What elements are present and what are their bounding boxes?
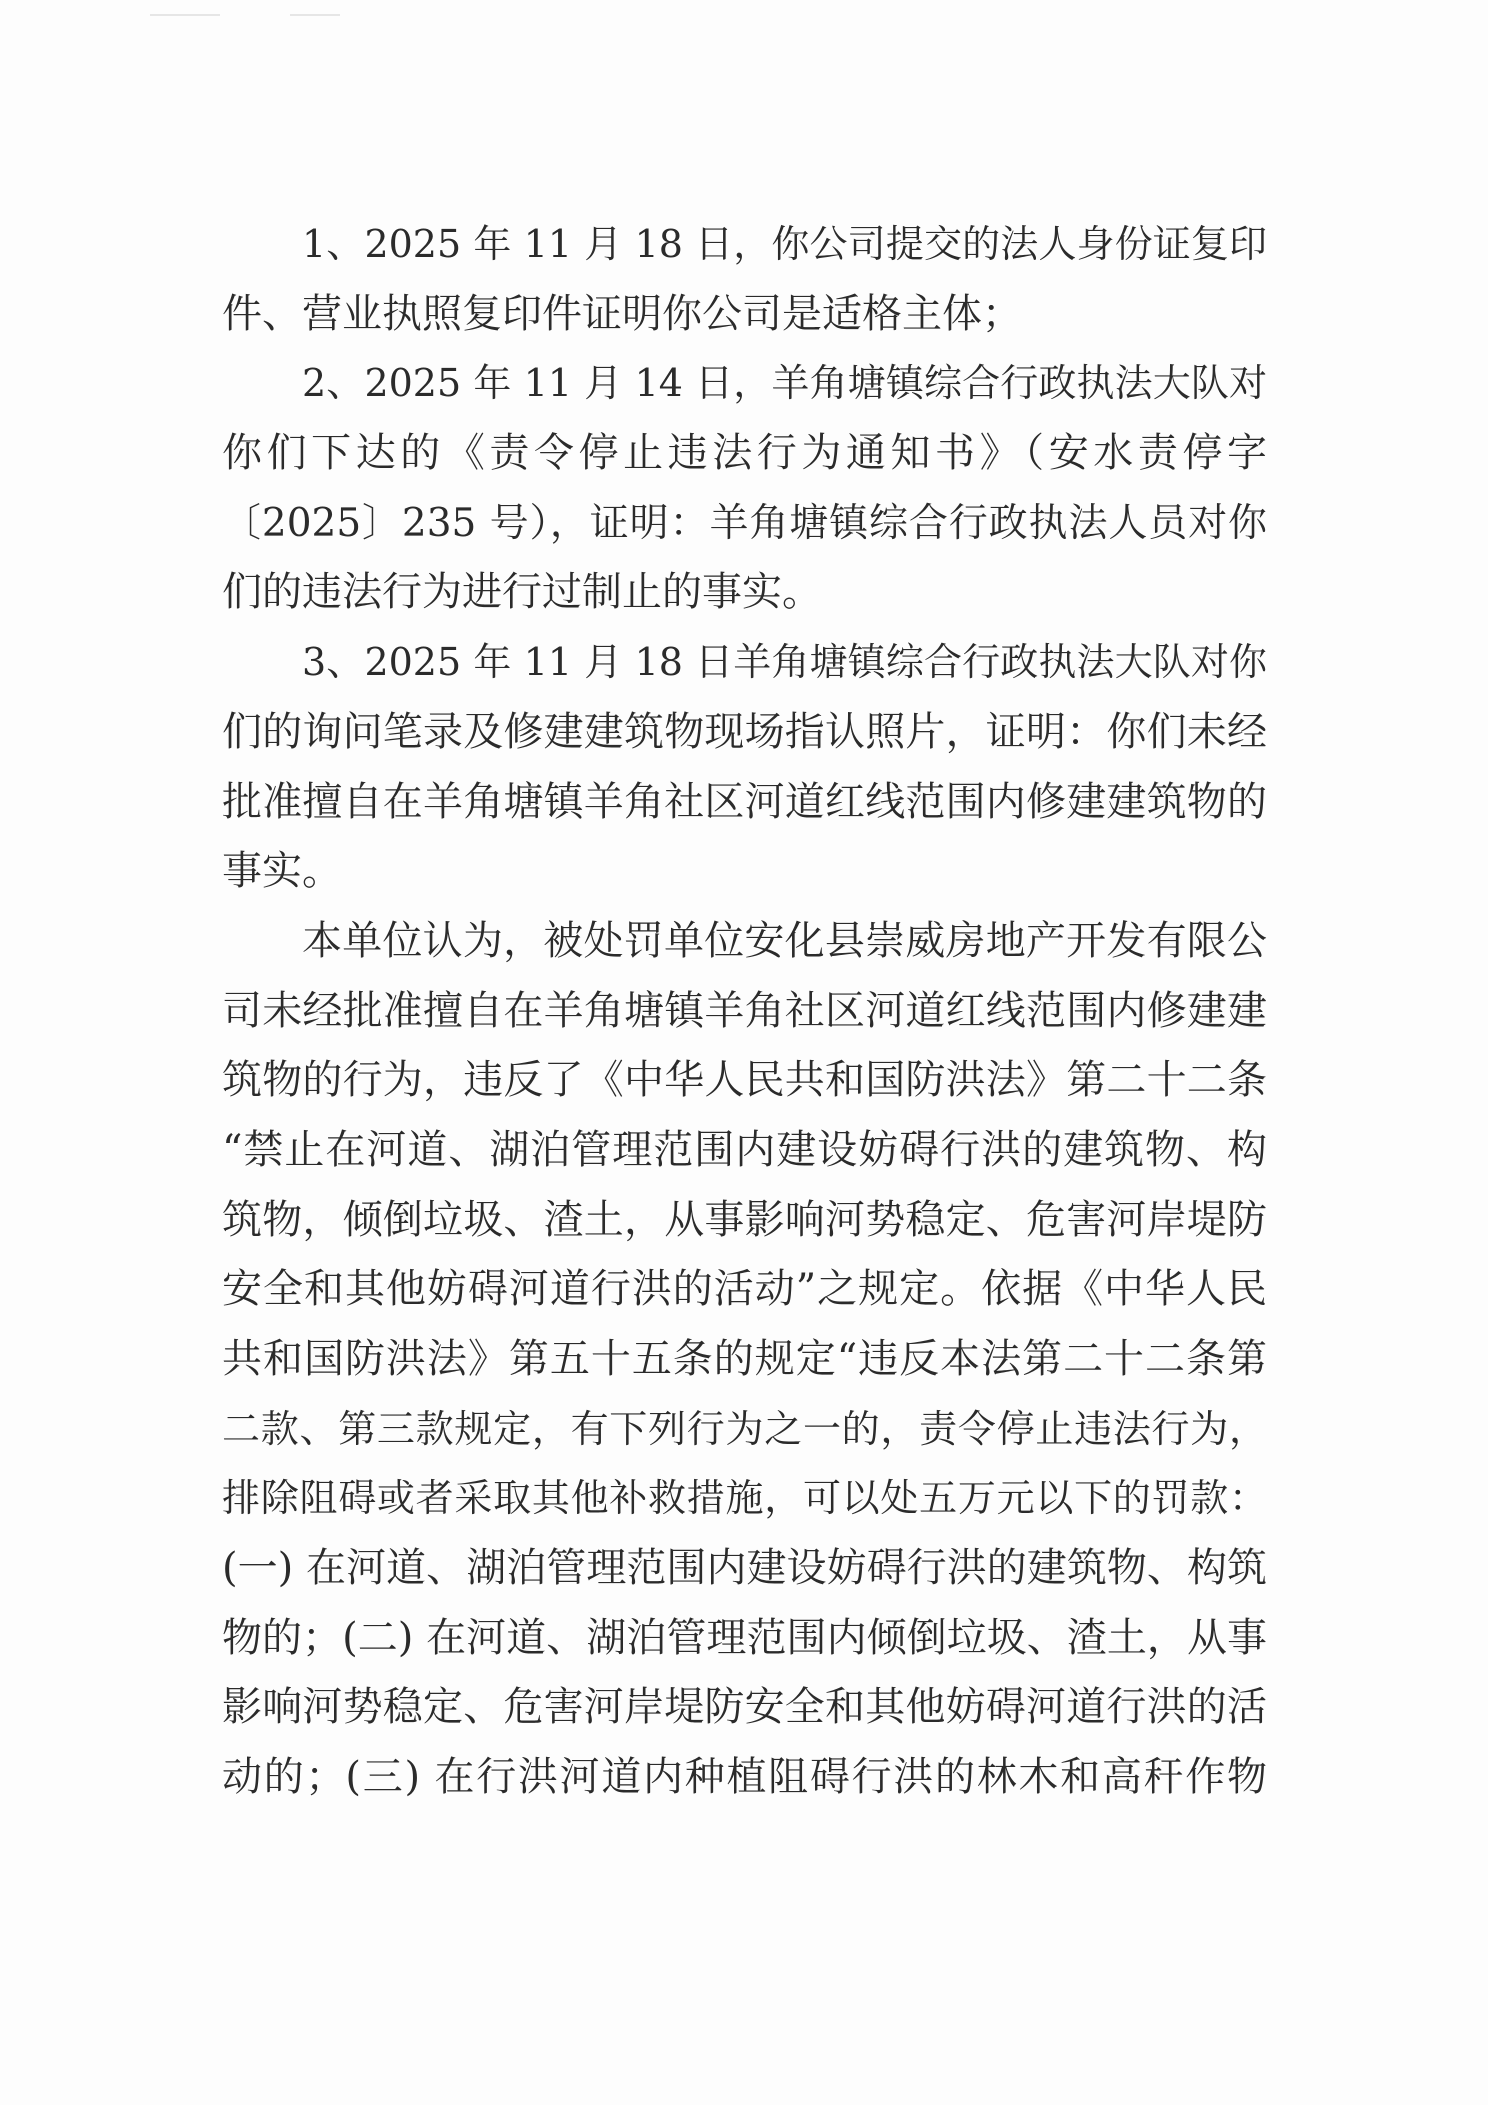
text-line: 动的；(三) 在行洪河道内种植阻碍行洪的林木和高秆作物	[222, 1754, 1267, 1801]
text-line: 们的违法行为进行过制止的事实。	[222, 569, 822, 616]
document-body	[222, 210, 1267, 1813]
scan-mark	[290, 14, 340, 16]
text-line: 们的询问笔录及修建建筑物现场指认照片，证明：你们未经	[222, 708, 1267, 755]
text-line: 筑物，倾倒垃圾、渣土，从事影响河势稳定、危害河岸堤防	[222, 1196, 1267, 1243]
text-line: (一) 在河道、湖泊管理范围内建设妨碍行洪的建筑物、构筑	[222, 1545, 1267, 1592]
text-line: 筑物的行为，违反了《中华人民共和国防洪法》第二十二条	[222, 1057, 1267, 1104]
text-line: 物的；(二) 在河道、湖泊管理范围内倾倒垃圾、渣土，从事	[222, 1614, 1267, 1661]
text-line: 1、2025 年 11 月 18 日，你公司提交的法人身份证复印	[302, 222, 1267, 266]
text-line: 〔2025〕235 号），证明：羊角塘镇综合行政执法人员对你	[222, 500, 1267, 546]
text-line: 排除阻碍或者采取其他补救措施，可以处五万元以下的罚款：	[222, 1476, 1267, 1521]
text-line: 本单位认为，被处罚单位安化县崇威房地产开发有限公	[302, 917, 1267, 964]
text-line: 共和国防洪法》第五十五条的规定“违反本法第二十二条第	[222, 1336, 1267, 1382]
text-line: 安全和其他妨碍河道行洪的活动”之规定。依据《中华人民	[222, 1266, 1267, 1313]
text-line: 2、2025 年 11 月 14 日，羊角塘镇综合行政执法大队对	[302, 361, 1267, 406]
scan-mark	[150, 14, 220, 16]
text-line: 司未经批准擅自在羊角塘镇羊角社区河道红线范围内修建建	[222, 987, 1267, 1034]
text-line: 二款、第三款规定，有下列行为之一的，责令停止违法行为，	[222, 1406, 1267, 1451]
text-line: 你们下达的《责令停止违法行为通知书》（安水责停字	[222, 430, 1267, 477]
text-line: “禁止在河道、湖泊管理范围内建设妨碍行洪的建筑物、构	[222, 1126, 1267, 1173]
text-line: 3、2025 年 11 月 18 日羊角塘镇综合行政执法大队对你	[302, 640, 1267, 685]
text-line: 批准擅自在羊角塘镇羊角社区河道红线范围内修建建筑物的	[222, 778, 1267, 825]
text-line: 影响河势稳定、危害河岸堤防安全和其他妨碍河道行洪的活	[222, 1684, 1267, 1731]
text-line: 事实。	[222, 848, 342, 895]
text-line: 件、营业执照复印件证明你公司是适格主体；	[222, 290, 1022, 337]
